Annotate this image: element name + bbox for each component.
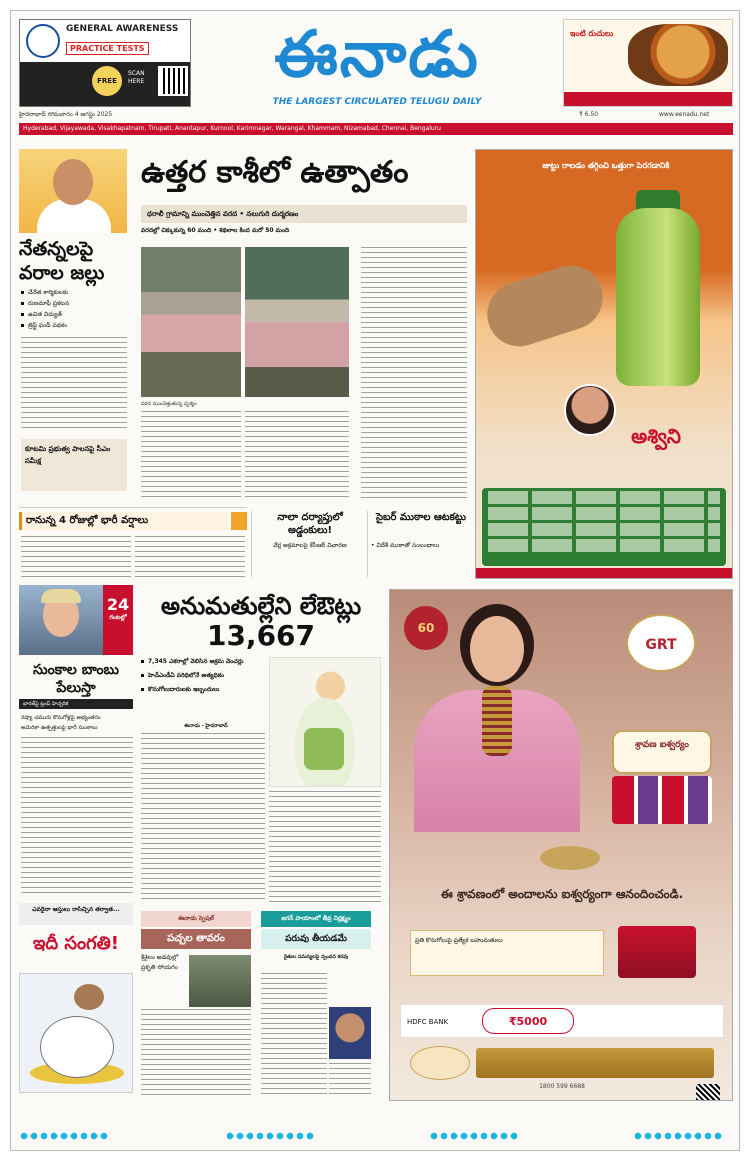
brief-2-text: • విదేశీ ముఠాతో సంబంధాలు	[371, 542, 440, 549]
color-dots	[19, 1131, 109, 1141]
newspaper-page	[10, 10, 740, 1151]
cartoon-egg-shape	[40, 1016, 114, 1078]
idi-sangathi-headline[interactable]: ఇదీ సంగతి!	[33, 933, 119, 954]
cartoon-panel	[19, 973, 133, 1093]
trump-photo	[19, 585, 103, 655]
list-item: త్రిఫ్ట్ ఫండ్ పథకం	[21, 320, 129, 331]
column-divider	[251, 511, 252, 577]
layouts-text-col-1	[141, 733, 265, 903]
cartoon-figure-shape	[304, 728, 344, 770]
general-awareness-promo[interactable]	[19, 19, 191, 107]
grt-offer-badge: శ్రావణ ఐశ్వర్యం	[612, 730, 712, 774]
list-item: చేనేత కార్మికులకు	[21, 287, 129, 298]
grt-headline: ఈ శ్రావణంలో అందాలను ఐశ్వర్యంగా ఆనందించండి.	[440, 887, 684, 901]
photo-caption: వరద ముంచెత్తుతున్న దృశ్యం	[141, 401, 197, 407]
ga-footer	[20, 62, 190, 106]
list-item	[488, 491, 720, 504]
trump-bullets	[21, 713, 133, 733]
ga-logo-icon	[26, 24, 60, 58]
grt-offer-text: ప్రతి కొనుగోలుపై ప్రత్యేక బహుమతులు	[410, 930, 604, 976]
ribbon-bow-icon	[540, 846, 600, 870]
grt-bank-row: HDFC BANK	[400, 1004, 724, 1038]
layouts-headline[interactable]	[141, 591, 381, 652]
lead-text-col-1	[141, 411, 241, 501]
gift-boxes-icon	[612, 776, 712, 824]
jagan-story-subhead: రైతుల సమస్యలపై స్పందన కరవు	[283, 954, 349, 960]
brief-2-headline[interactable]: సైబర్ ముఠాల ఆటకట్టు	[375, 512, 466, 523]
color-dots	[225, 1131, 315, 1141]
ashwini-hair-oil-advertisement[interactable]	[475, 149, 733, 579]
chief-minister-photo	[19, 149, 127, 233]
top-right-advertisement[interactable]	[563, 19, 733, 107]
photo-hair-shape	[41, 589, 81, 603]
deadline-badge	[103, 585, 133, 655]
editorial-intro: శ్రీశైలం అడవుల్లో ప్రకృతి సోయగం	[141, 954, 179, 971]
rain-story[interactable]	[19, 507, 247, 579]
qr-code-icon[interactable]	[158, 66, 188, 96]
rain-text-1	[21, 536, 131, 578]
editorial-photo	[189, 955, 251, 1007]
editorial-tag: ఈనాడు స్పెషల్	[141, 911, 251, 927]
eenadu-logo[interactable]: ఈనాడు	[274, 17, 480, 92]
ga-free-badge: FREE	[92, 66, 122, 96]
left-article-text	[21, 337, 127, 431]
lead-headline[interactable]: ఉత్తర కాశీలో ఉత్పాతం	[141, 155, 409, 190]
jagan-story-text	[261, 973, 327, 1097]
grt-emblem	[410, 1046, 470, 1080]
layouts-text-col-2	[269, 791, 381, 903]
brief-1-text: వేర్ల అక్రమాలపై కేసీఆర్ విచారణ	[273, 542, 347, 549]
list-item: కొనుగోలుదారులకు ఇబ్బందులు	[141, 685, 275, 695]
cartoon-bird-shape	[74, 984, 104, 1010]
website-link[interactable]: www.eenadu.net	[659, 111, 710, 118]
list-item	[488, 523, 720, 536]
list-item: అమెరికా ఉత్పత్తులపై భారీ సుంకాలు	[21, 725, 98, 731]
top-ad-text: ఇంటి రుచులు	[570, 29, 614, 38]
lead-subheadline-2: వరదల్లో చిక్కుకున్న 60 మంది • శిథిలాల కింద మరో 50 మంది	[141, 227, 290, 234]
layouts-bullets	[141, 657, 275, 699]
date-text: హైదరాబాద్ సోమవారం 4 ఆగస్టు 2025	[19, 111, 113, 118]
grt-cashback: ₹5000	[482, 1008, 574, 1034]
list-item: హెచ్ఎండీఏ పరిధిలోనే అత్యధికం	[141, 671, 275, 681]
trump-tag: భారత్‌పై ట్రంప్ హెచ్చరిక	[19, 699, 133, 709]
layouts-headline-text: అనుమతుల్లేని లేఔట్లు	[160, 592, 362, 620]
grt-jewellers-advertisement[interactable]	[389, 589, 733, 1101]
grt-contact: 1800 599 6688	[539, 1083, 585, 1090]
print-color-bar	[19, 1131, 733, 1141]
rain-headline: రానున్న 4 రోజుల్లో భారీ వర్షాలు	[19, 512, 229, 530]
color-dots	[633, 1131, 723, 1141]
list-item	[488, 507, 720, 520]
list-item: 7,345 ఎకరాల్లో వెలిసిన అక్రమ వెంచర్లు	[141, 657, 275, 667]
editorial-headline[interactable]: పచ్చల తావరం	[141, 929, 251, 949]
rain-cloud-icon	[231, 512, 247, 530]
jagan-story-tag: జగన్ హయాంలో తీవ్ర నిర్లక్ష్యం	[261, 911, 371, 927]
color-dots	[429, 1131, 519, 1141]
lead-text-col-2	[245, 411, 349, 501]
grt-logo: GRT	[626, 614, 696, 672]
dateline	[19, 111, 733, 121]
jagan-story-text-2	[329, 1063, 371, 1097]
editorial-text	[141, 1009, 251, 1097]
list-item: రష్యా చమురు కొనుగోళ్లపై అభ్యంతరం	[21, 715, 101, 721]
ga-subtitle: PRACTICE TESTS	[66, 42, 149, 55]
deadline-unit: గంటల్లో	[109, 614, 127, 621]
list-item	[488, 539, 720, 552]
ash-brand-name: అశ్విని	[631, 424, 681, 448]
grt-gold-strip	[476, 1048, 714, 1078]
layouts-cartoon	[269, 657, 381, 787]
ga-header	[20, 20, 190, 62]
necklace-icon	[482, 686, 512, 756]
masthead-tagline: THE LARGEST CIRCULATED TELUGU DAILY	[272, 97, 482, 107]
left-headline[interactable]: నేతన్నలపై వరాల జల్లు	[19, 238, 105, 284]
column-divider	[367, 511, 368, 577]
top-ad-strip	[564, 92, 732, 106]
list-item: రుణమాఫీ ప్రకటన	[21, 298, 129, 309]
layouts-count: 13,667	[206, 619, 316, 652]
rain-text-2	[135, 536, 245, 578]
ga-scan-label: SCAN HERE	[128, 70, 145, 85]
ga-title: GENERAL AWARENESS	[66, 24, 179, 34]
list-item: ఉచిత విద్యుత్	[21, 309, 129, 320]
jagan-photo	[329, 1007, 371, 1059]
layouts-byline: ఈనాడు - హైదరాబాద్	[184, 723, 228, 729]
lead-text-col-3	[361, 247, 467, 501]
gift-box-icon	[618, 926, 696, 978]
qr-code-icon[interactable]	[696, 1084, 720, 1100]
model-face-shape	[470, 616, 524, 682]
photo-face-shape	[53, 159, 93, 205]
idi-sangathi-tag: ఎవరైనా ఆస్తులు రాసిచ్చిన తర్వాత...	[19, 903, 133, 925]
brief-1-headline[interactable]: నాలా దర్యాప్తులో అడ్డంకులు!	[277, 512, 343, 536]
left-bullet-list	[21, 287, 129, 331]
ash-benefit-list	[482, 488, 726, 566]
trump-article-text	[21, 737, 133, 897]
flood-photo-1	[141, 247, 241, 397]
trump-headline[interactable]: సుంకాల బాంబు పేలుస్తా	[32, 662, 119, 696]
masthead	[207, 15, 547, 107]
deadline-number: 24	[106, 595, 130, 614]
food-pan-icon	[628, 24, 728, 86]
jagan-story-headline[interactable]: పరువు తీయడమే	[261, 929, 371, 949]
ash-ad-footer	[476, 568, 732, 578]
left-sub-story[interactable]: కూటమి ప్రభుత్వ పాలనపై సీఎం సమీక్ష	[21, 439, 127, 491]
hair-brush-icon	[479, 257, 611, 354]
edition-city-strip: Hyderabad, Vijayawada, Visakhapatnam, Tirupati, Anantapur, Kurnool, Karimnagar, Warangal, Khammam, Nizamabad, Chennai, Bengaluru	[19, 123, 733, 135]
oil-bottle-icon	[616, 208, 700, 386]
anniversary-badge: 60	[404, 606, 448, 650]
ash-ad-tagline: జుట్టు రాలడం తగ్గించి ఒత్తుగా పెరగడానికి	[542, 161, 670, 170]
flood-photo-2	[245, 247, 349, 397]
price-text: ₹ 6.50	[579, 111, 599, 118]
lead-subheadline: ధరాలీ గ్రామాన్ని ముంచెత్తిన వరద • నలుగురి దుర్మరణం	[141, 205, 467, 223]
